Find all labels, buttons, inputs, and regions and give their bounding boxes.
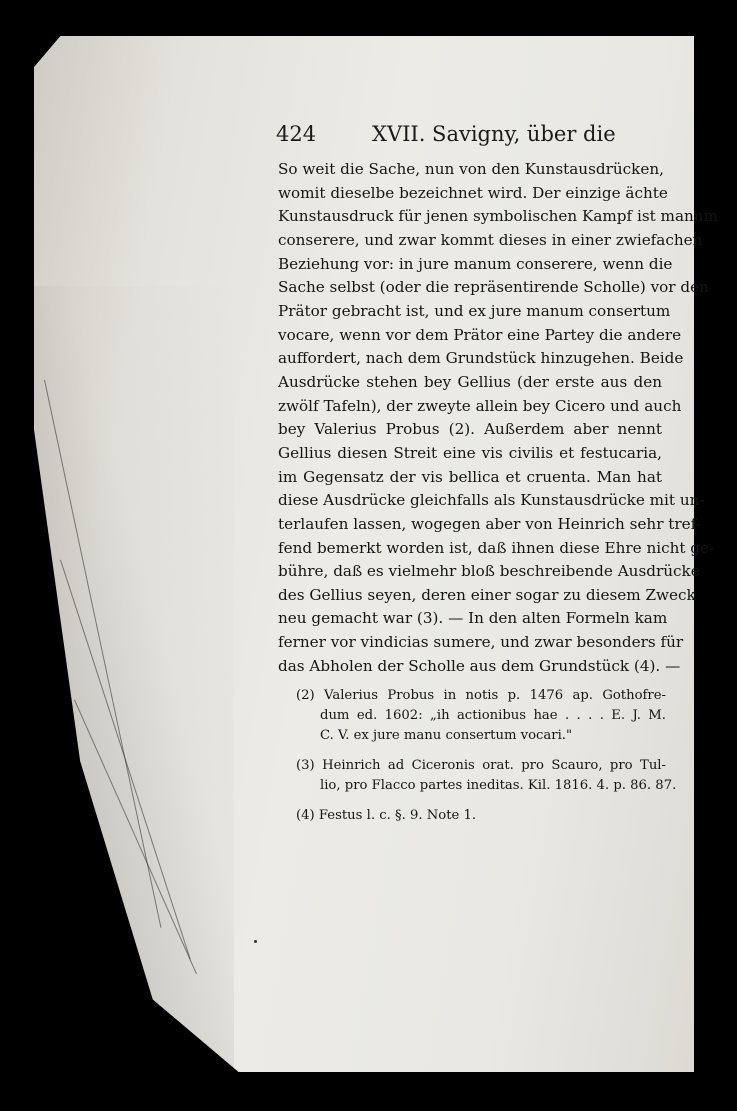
- footnote-line: (3) Heinrich ad Ciceronis orat. pro Scauro, pro Tul-: [296, 758, 666, 773]
- body-line: bühre, daß es vielmehr bloß beschreibende Ausdrücke: [278, 562, 700, 581]
- body-text: [278, 158, 718, 678]
- body-line: des Gellius seyen, deren einer sogar zu diesem Zweck: [278, 585, 696, 604]
- body-line: das Abholen der Scholle aus dem Grundstück (4). —: [278, 656, 681, 675]
- footnote-line: lio, pro Flacco partes ineditas. Kil. 1816. 4. p. 86. 87.: [320, 778, 677, 793]
- body-line: im Gegensatz der vis bellica et cruenta. Man hat: [278, 467, 662, 486]
- footnote: [296, 756, 677, 796]
- body-line: zwölf Tafeln), der zweyte allein bey Cicero und auch: [278, 396, 682, 415]
- page-fold-shadow: [34, 286, 234, 1072]
- footnote-line: C. V. ex jure manu consertum vocari.": [320, 728, 573, 743]
- body-line: vocare, wenn vor dem Prätor eine Partey die andere: [278, 325, 682, 344]
- body-line: auffordert, nach dem Grundstück hinzugehen. Beide: [278, 349, 684, 368]
- body-line: womit dieselbe bezeichnet wird. Der einzige ächte: [278, 183, 668, 202]
- footnote-line: (2) Valerius Probus in notis p. 1476 ap. Gothofre-: [296, 688, 666, 703]
- body-line: diese Ausdrücke gleichfalls als Kunstausdrücke mit un-: [278, 491, 705, 510]
- body-line: fend bemerkt worden ist, daß ihnen diese Ehre nicht ge-: [278, 538, 715, 557]
- body-line: Ausdrücke stehen bey Gellius (der erste aus den: [278, 372, 662, 391]
- body-line: Beziehung vor: in jure manum conserere, wenn die: [278, 254, 673, 273]
- footnotes: [296, 686, 677, 836]
- footnote-line: (4) Festus l. c. §. 9. Note 1.: [296, 808, 477, 823]
- body-line: neu gemacht war (3). — In den alten Formeln kam: [278, 609, 668, 628]
- body-line: Gellius diesen Streit eine vis civilis et festucaria,: [278, 443, 662, 462]
- footnote-line: dum ed. 1602: „ih actionibus hae . . . . E. J. M.: [320, 708, 666, 723]
- body-line: Sache selbst (oder die repräsentirende Scholle) vor den: [278, 278, 709, 297]
- body-line: terlaufen lassen, wogegen aber von Heinrich sehr tref-: [278, 514, 701, 533]
- body-line: So weit die Sache, nun von den Kunstausdrücken,: [278, 160, 664, 178]
- footnote: [296, 806, 666, 826]
- body-line: ferner vor vindicias sumere, und zwar besonders für: [278, 633, 684, 652]
- body-line: conserere, und zwar kommt dieses in einer zwiefachen: [278, 230, 703, 249]
- footnote: [296, 686, 666, 746]
- ink-speck: [254, 940, 257, 943]
- body-line: Kunstausdruck für jenen symbolischen Kampf ist manum: [278, 207, 718, 226]
- page-number: 424: [276, 122, 317, 146]
- body-line: bey Valerius Probus (2). Außerdem aber nennt: [278, 420, 662, 439]
- body-line: Prätor gebracht ist, und ex jure manum consertum: [278, 301, 671, 320]
- running-title: XVII. Savigny, über die: [372, 122, 616, 146]
